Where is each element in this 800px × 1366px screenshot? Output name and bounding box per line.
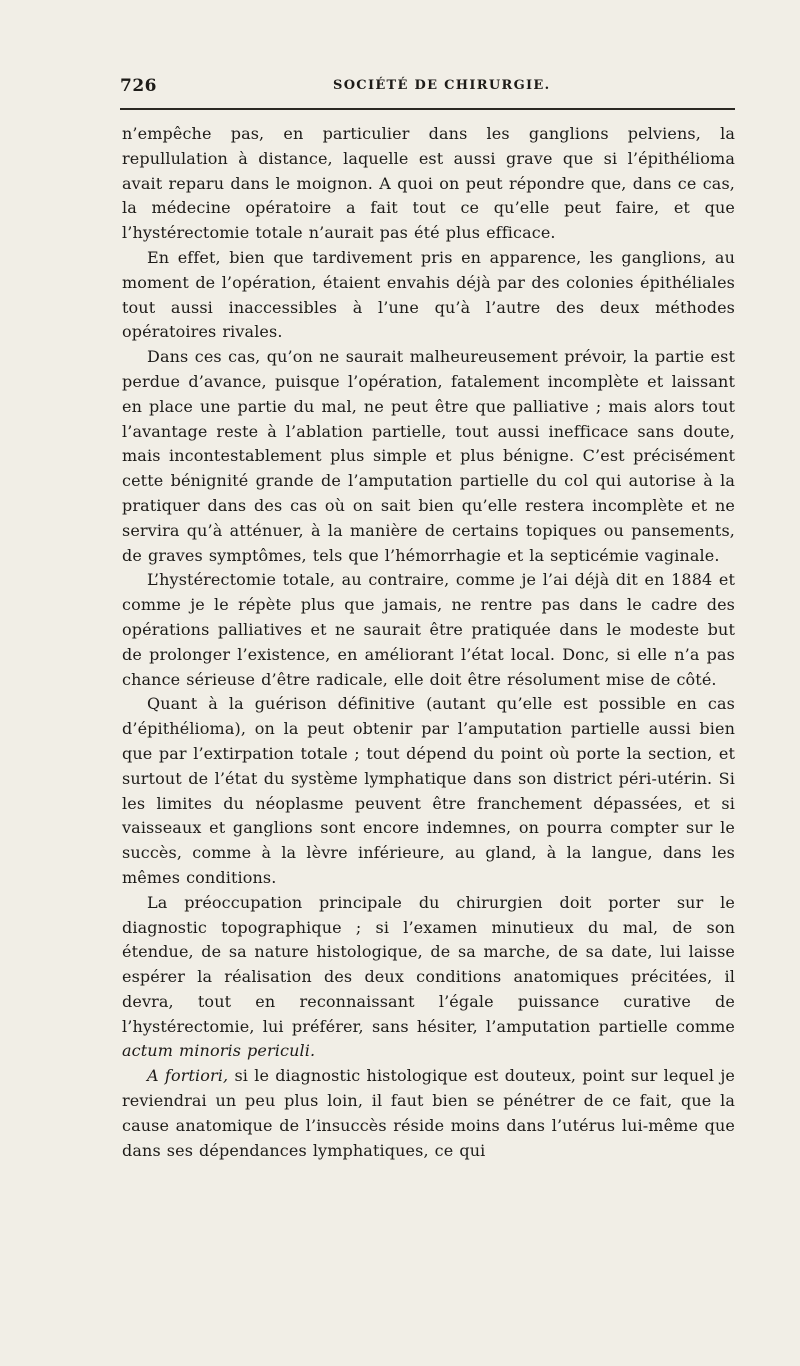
latin-phrase-a-fortiori: A fortiori, <box>147 1066 229 1086</box>
paragraph-6 <box>122 891 735 1065</box>
body-text <box>122 122 735 1163</box>
page-number: 726 <box>120 76 157 96</box>
paragraph-1: n’empêche pas, en particulier dans les ganglions pelviens, la repullulation à distance, laquelle est aussi grave que si l’épithélioma avait reparu dans le moignon. A quoi on peut répondre que, dans ce cas, la médecine opératoire a fait tout ce qu’elle peut faire, et que l’hystérectomie totale n’aurait pas été plus efficace. <box>122 124 735 243</box>
paragraph-4: L’hystérectomie totale, au contraire, comme je l’ai déjà dit en 1884 et comme je le répète plus que jamais, ne rentre pas dans le cadre des opérations palliatives et ne saurait être pratiquée dans le modeste but de prolonger l’existence, en améliorant l’état local. Donc, si elle n’a pas chance sérieuse d’être radicale, elle doit être résolument mise de côté. <box>122 570 735 689</box>
paragraph-3: Dans ces cas, qu’on ne saurait malheureusement prévoir, la partie est perdue d’avance, puisque l’opération, fatalement incomplète et laissant en place une partie du mal, ne peut être que palliative ; mais alors tout l’avantage reste à l’ablation partielle, tout aussi inefficace sans doute, mais incontestablement plus simple et plus bénigne. C’est précisément cette bénignité grande de l’amputation partielle du col qui autorise à la pratiquer dans des cas où on sait bien qu’elle restera incomplète et ne servira qu’à atténuer, à la manière de certains topiques ou pansements, de graves symptômes, tels que l’hémorrhagie et la septicémie vaginale. <box>122 347 735 565</box>
paragraph-6-text: La préoccupation principale du chirurgien doit porter sur le diagnostic topographique ; si l’examen minutieux du mal, de son étendue, de sa nature histologique, de sa marche, de sa date, lui laisse espérer la réalisation des deux conditions anatomiques précitées, il devra, tout en reconnaissant l’égale puissance curative de l’hystérectomie, lui préférer, sans hésiter, l’amputation partielle comme <box>122 892 735 1036</box>
paragraph-7-text: si le diagnostic histologique est douteux, point sur lequel je reviendrai un peu plus loin, il faut bien se pénétrer de ce fait, que la cause anatomique de l’insuccès réside moins dans l’utérus lui-même que dans ses dépendances lymphatiques, ce qui <box>122 1066 735 1160</box>
header-rule <box>120 108 735 110</box>
paragraph-2: En effet, bien que tardivement pris en apparence, les ganglions, au moment de l’opération, étaient envahis déjà par des colonies épithéliales tout aussi inaccessibles à l’une qu’à l’autre des deux méthodes opératoires rivales. <box>122 247 735 342</box>
page-header <box>120 76 735 100</box>
running-title: SOCIÉTÉ DE CHIRURGIE. <box>333 78 551 93</box>
paragraph-7 <box>122 1064 735 1163</box>
paragraph-5: Quant à la guérison définitive (autant qu’elle est possible en cas d’épithélioma), on la peut obtenir par l’amputation partielle aussi bien que par l’extirpation totale ; tout dépend du point où porte la section, et surtout de l’état du système lymphatique dans son district péri-utérin. Si les limites du néoplasme peuvent être franchement dépassées, et si vaisseaux et ganglions sont encore indemnes, on pourra compter sur le succès, comme à la lèvre inférieure, au gland, à la langue, dans les mêmes conditions. <box>122 694 735 887</box>
latin-phrase: actum minoris periculi. <box>122 1041 316 1061</box>
